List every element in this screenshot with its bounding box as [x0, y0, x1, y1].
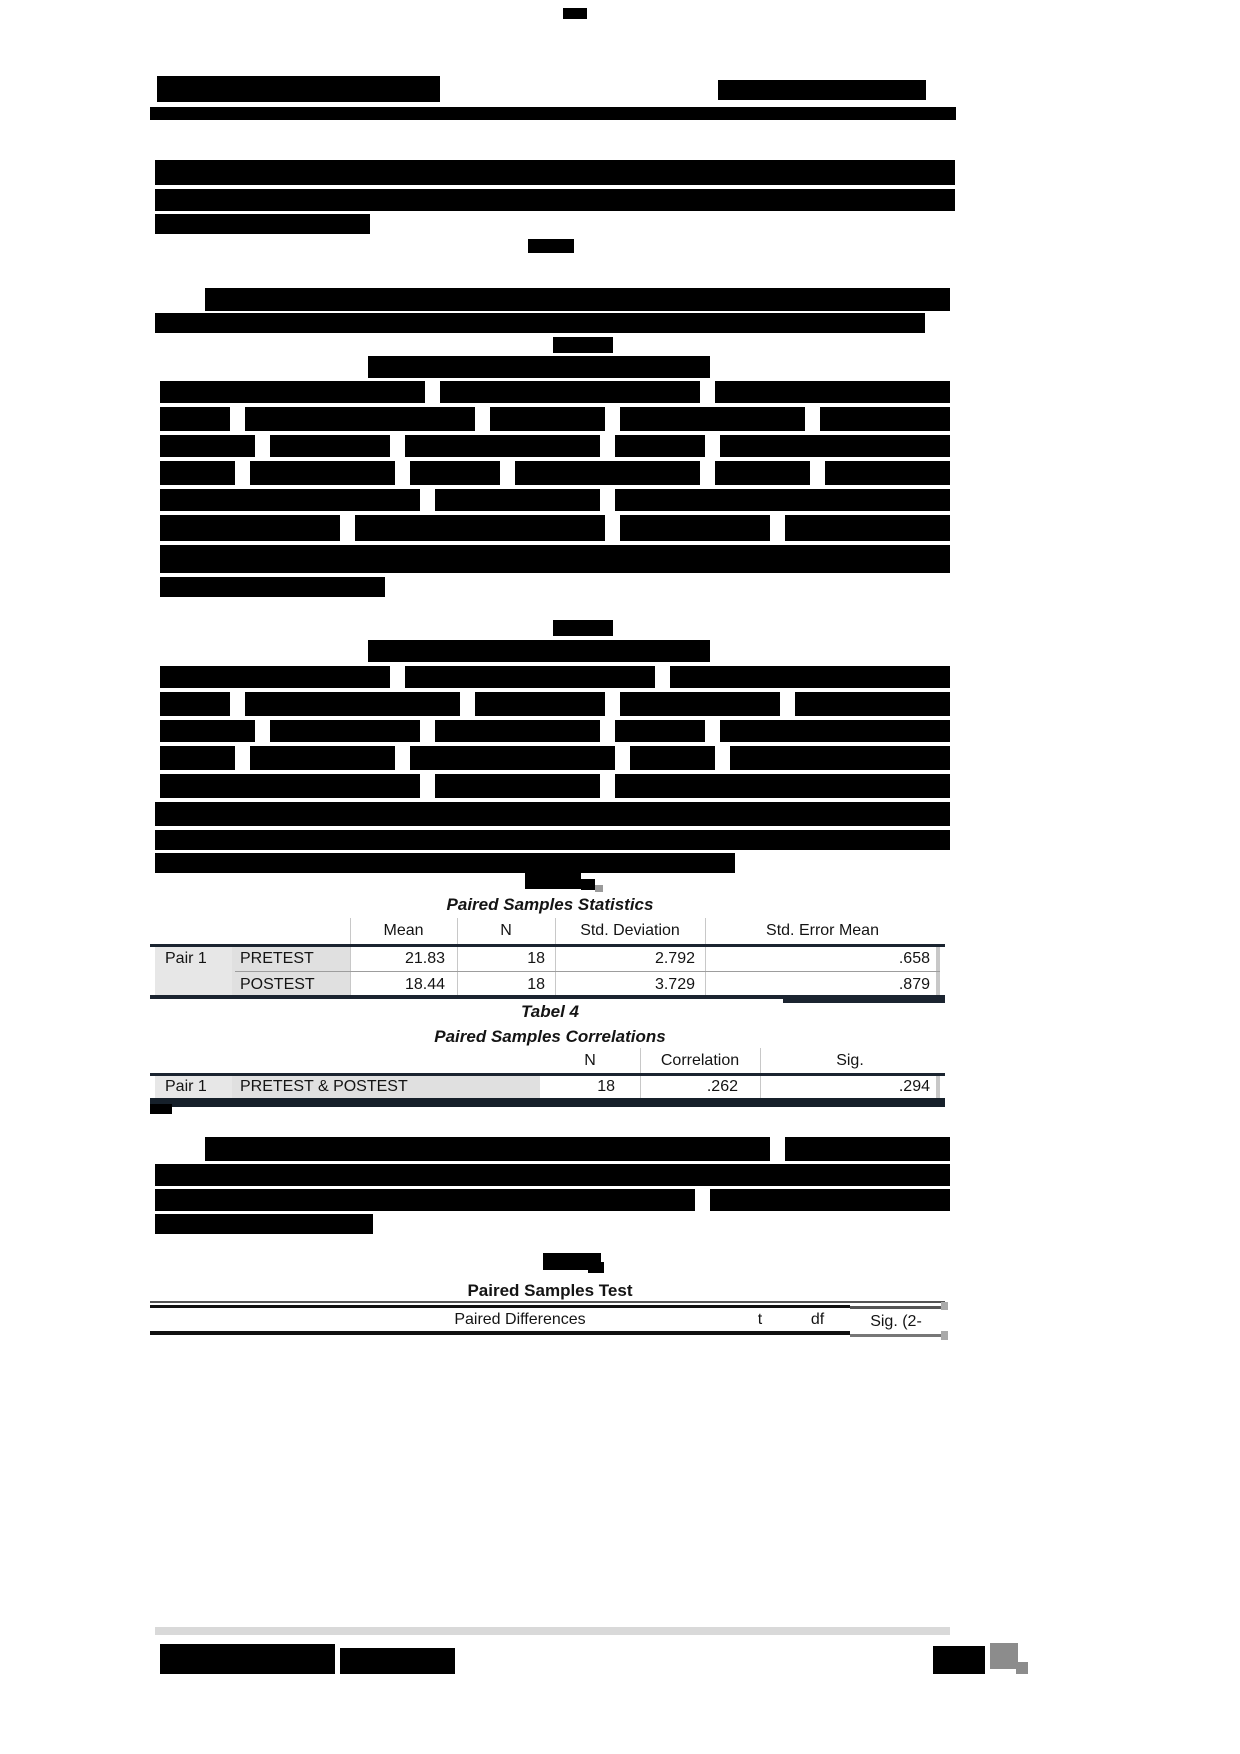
- redacted-table-row: [435, 489, 600, 511]
- redacted-journal-title: [157, 76, 440, 102]
- redacted-page-number: [990, 1643, 1018, 1669]
- table4-caption: Tabel 4: [521, 1002, 579, 1021]
- redacted-text: [155, 830, 950, 850]
- redacted-text: [155, 160, 955, 185]
- redacted-text: [155, 853, 735, 873]
- redacted-table-row: [620, 515, 770, 541]
- table-bottom-rule: [150, 1104, 172, 1114]
- redacted-table-caption: [553, 620, 613, 636]
- redacted-text: [155, 214, 370, 234]
- table-cell: 18: [597, 1078, 615, 1095]
- redacted-table-row: [820, 407, 950, 431]
- redacted-table-row: [730, 746, 950, 770]
- redacted-text: [160, 577, 385, 597]
- redacted-text: [155, 1189, 695, 1211]
- table-right-edge: [936, 947, 940, 997]
- table-cell: .658: [898, 950, 930, 967]
- table-cell: PRETEST & POSTEST: [240, 1078, 408, 1095]
- redacted-table-row: [160, 381, 425, 403]
- table-cell: PRETEST: [240, 950, 314, 967]
- table-top-rule: [150, 1301, 945, 1303]
- col-header-n: N: [500, 922, 512, 939]
- redacted-table-row: [245, 692, 460, 716]
- table3-title: Paired Samples Statistics: [446, 895, 654, 914]
- col-header-df: df: [810, 1311, 825, 1328]
- table-cell: 3.729: [654, 976, 695, 993]
- table-bottom-rule: [150, 1098, 945, 1107]
- redacted-table-row: [620, 692, 780, 716]
- redacted-table-row: [250, 461, 395, 485]
- redacted-table-row: [620, 407, 805, 431]
- redacted-text: [785, 1137, 950, 1161]
- redacted-table-row: [270, 720, 420, 742]
- col-header-std-deviation: Std. Deviation: [580, 922, 680, 939]
- redacted-table-row: [410, 746, 615, 770]
- redacted-table-row: [160, 515, 340, 541]
- redacted-table-row: [160, 435, 255, 457]
- redacted-table-row: [405, 666, 655, 688]
- redacted-table-row: [160, 774, 420, 798]
- redacted-table-row: [355, 515, 605, 541]
- table-cell: POSTEST: [240, 976, 315, 993]
- redaction-smudge: [595, 885, 603, 892]
- redacted-table-row: [515, 461, 700, 485]
- redacted-table-row: [410, 461, 500, 485]
- table-cell: 2.792: [654, 950, 695, 967]
- col-header-n: N: [584, 1052, 596, 1069]
- redacted-table-row: [160, 666, 390, 688]
- redacted-table-row: [160, 489, 420, 511]
- redacted-table-row: [615, 720, 705, 742]
- redacted-table-row: [715, 461, 810, 485]
- col-header-std-error-mean: Std. Error Mean: [766, 922, 879, 939]
- redacted-table-row: [435, 720, 600, 742]
- redaction-smudge: [941, 1331, 948, 1340]
- redacted-table-row: [615, 435, 705, 457]
- table-right-edge: [936, 1075, 940, 1098]
- redacted-table-row: [160, 720, 255, 742]
- table-top-rule: [150, 1305, 850, 1308]
- redacted-table-row: [490, 407, 605, 431]
- redacted-table-row: [615, 489, 950, 511]
- row-separator: [235, 971, 940, 972]
- col-header-t: t: [757, 1311, 763, 1328]
- table-cell: Pair 1: [165, 950, 207, 967]
- redacted-table-row: [160, 692, 230, 716]
- table-cell: 18: [527, 950, 545, 967]
- col-header-mean: Mean: [383, 922, 424, 939]
- table-cell: 18: [527, 976, 545, 993]
- redacted-table-title: [368, 640, 710, 662]
- col-header-sig: Sig.: [836, 1052, 864, 1069]
- redacted-table-row: [475, 692, 605, 716]
- table-cell: Pair 1: [165, 1078, 207, 1095]
- footer-rule: [155, 1627, 950, 1635]
- redacted-text: [155, 189, 955, 211]
- redacted-table-row: [160, 746, 235, 770]
- redacted-text: [563, 8, 587, 19]
- col-header-sig-2: Sig. (2-: [870, 1313, 922, 1330]
- table-bottom-rule: [150, 1331, 850, 1335]
- table4-title: Paired Samples Correlations: [434, 1027, 666, 1046]
- redacted-text: [205, 1137, 770, 1161]
- redacted-text: [155, 802, 950, 826]
- redacted-table-row: [440, 381, 700, 403]
- redacted-table-row: [250, 746, 395, 770]
- redacted-text: [155, 1164, 950, 1186]
- redacted-page-number: [933, 1646, 985, 1674]
- redacted-table-row: [160, 461, 235, 485]
- redacted-table-row: [720, 720, 950, 742]
- col-header-correlation: Correlation: [660, 1052, 740, 1069]
- redacted-table-title: [368, 356, 710, 378]
- table-cell: .262: [706, 1078, 738, 1095]
- redacted-text: [155, 313, 925, 333]
- redacted-footer-text: [340, 1648, 455, 1674]
- redacted-text: [710, 1189, 950, 1211]
- redacted-table-row: [825, 461, 950, 485]
- redacted-table-caption: [553, 337, 613, 353]
- redacted-text: [155, 1214, 373, 1234]
- redacted-heading: [528, 239, 574, 253]
- redacted-table-row: [405, 435, 600, 457]
- table-cell: .294: [898, 1078, 930, 1095]
- redacted-volume-info: [718, 80, 926, 100]
- redacted-footer-text: [160, 1644, 335, 1674]
- redacted-table-row: [715, 381, 950, 403]
- redacted-table-row: [615, 774, 950, 798]
- table-top-rule: [850, 1306, 942, 1309]
- redacted-table-row: [670, 666, 950, 688]
- redacted-text: [160, 545, 950, 573]
- table-cell: 21.83: [404, 950, 445, 967]
- redacted-text: [205, 288, 950, 311]
- redacted-table-row: [270, 435, 390, 457]
- redacted-table-caption: [588, 1262, 604, 1273]
- table-bottom-rule: [850, 1334, 942, 1337]
- redacted-table-row: [795, 692, 950, 716]
- redacted-table-row: [785, 515, 950, 541]
- redacted-table-caption: [581, 879, 595, 890]
- header-rule: [150, 107, 956, 120]
- col-header-paired-differences: Paired Differences: [454, 1311, 586, 1328]
- redaction-smudge: [941, 1302, 948, 1310]
- redacted-table-row: [720, 435, 950, 457]
- table-cell: 18.44: [404, 976, 445, 993]
- table-cell: .879: [898, 976, 930, 993]
- redacted-table-row: [160, 407, 230, 431]
- redacted-table-row: [630, 746, 715, 770]
- redacted-table-caption: [525, 872, 581, 889]
- redacted-table-row: [245, 407, 475, 431]
- table5-title: Paired Samples Test: [467, 1281, 633, 1300]
- redacted-table-row: [435, 774, 600, 798]
- redacted-page-number: [1016, 1662, 1028, 1674]
